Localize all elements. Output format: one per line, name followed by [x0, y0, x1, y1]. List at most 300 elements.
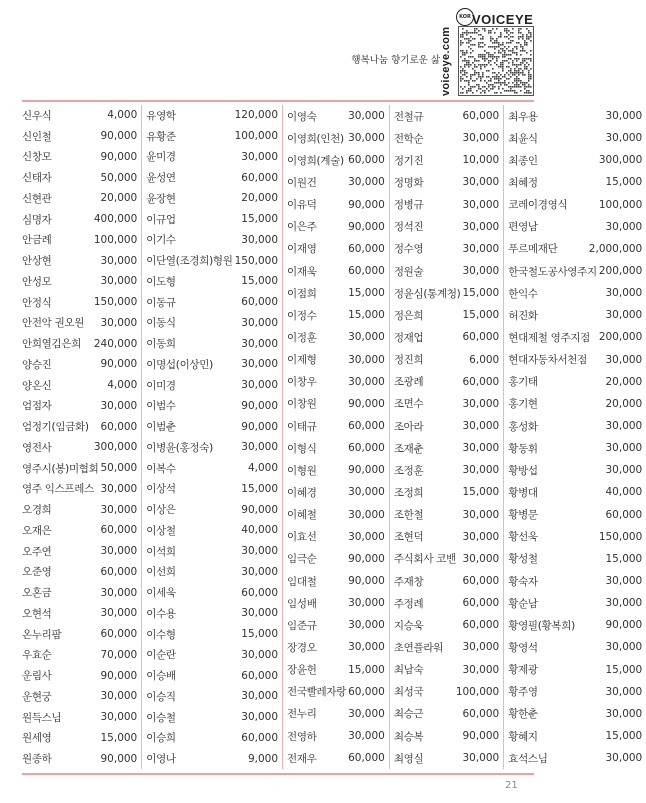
donation-amount: 15,000 [348, 663, 385, 676]
donor-row [394, 304, 499, 326]
donor-row [146, 728, 278, 749]
donation-amount: 30,000 [100, 545, 138, 558]
donor-row [508, 548, 642, 570]
donor-row [394, 459, 499, 481]
donation-amount: 30,000 [605, 309, 643, 322]
donor-name: 최승복 [393, 730, 424, 743]
donor-row [146, 541, 278, 562]
donor-name: 주정례 [393, 597, 424, 610]
donation-amount: 30,000 [462, 242, 500, 255]
donor-row [508, 592, 642, 614]
donation-amount: 60,000 [348, 265, 385, 278]
donor-name: 황성철 [508, 553, 538, 566]
donor-name: 조재춘 [393, 442, 424, 455]
donation-amount: 90,000 [348, 464, 385, 477]
donor-row [22, 396, 137, 417]
donation-amount: 90,000 [241, 503, 279, 516]
donor-row [287, 570, 385, 592]
donation-amount: 30,000 [348, 730, 385, 742]
donor-name: 황주영 [508, 686, 538, 699]
donor-row [22, 562, 137, 583]
donation-amount: 60,000 [462, 331, 500, 344]
donor-row [146, 645, 278, 666]
donation-amount: 90,000 [348, 397, 385, 410]
donor-name: 이수형 [146, 628, 176, 641]
donor-row [394, 260, 499, 282]
donor-name: 정기진 [393, 154, 424, 167]
donor-row [146, 396, 278, 417]
donor-name: 임대철 [287, 575, 317, 588]
donor-row [146, 354, 278, 375]
donor-row [508, 194, 642, 216]
donor-name: 편영남 [508, 221, 538, 234]
donor-name: 양온신 [22, 379, 52, 392]
donor-row [22, 748, 137, 769]
donor-row [508, 171, 642, 193]
donor-name: 정원술 [393, 265, 424, 278]
donor-name: 지승욱 [393, 619, 424, 632]
donation-amount: 60,000 [348, 242, 385, 255]
donor-row [287, 747, 385, 769]
donor-name: 황혜지 [508, 730, 538, 743]
donation-amount: 30,000 [348, 619, 385, 632]
donor-name: 조현덕 [393, 531, 424, 544]
donor-row [394, 636, 499, 658]
donor-row [22, 167, 137, 188]
donor-row [394, 393, 499, 415]
donation-amount: 90,000 [348, 220, 385, 233]
donor-row [508, 481, 642, 503]
donation-amount: 90,000 [241, 399, 279, 412]
donation-amount: 30,000 [241, 150, 279, 163]
donor-row [146, 250, 278, 271]
donor-row [394, 127, 499, 149]
donor-name: 정병규 [393, 199, 424, 212]
donor-name: 전학순 [393, 132, 424, 145]
donation-amount: 400,000 [93, 213, 138, 226]
donor-name: 조아라 [393, 420, 424, 433]
donor-name: 이혜철 [287, 509, 317, 522]
donor-row [394, 105, 499, 127]
donor-row [508, 703, 642, 725]
donation-amount: 30,000 [241, 648, 279, 661]
donor-name: 이선희 [146, 566, 176, 579]
donor-row [508, 681, 642, 703]
donation-amount: 30,000 [348, 110, 385, 123]
donation-amount: 15,000 [605, 176, 643, 189]
donor-row [146, 458, 278, 479]
donor-row [508, 238, 642, 260]
donation-amount: 30,000 [241, 337, 279, 350]
donor-name: 이승희 [146, 732, 176, 745]
donation-amount: 15,000 [605, 552, 643, 565]
donor-name: 안희열김은희 [22, 338, 82, 351]
donor-name: 정명화 [393, 176, 424, 189]
donation-amount: 300,000 [598, 154, 643, 167]
donor-row [508, 393, 642, 415]
voiceye-url: voiceye.com [440, 26, 452, 96]
donor-name: 황병문 [508, 509, 538, 522]
donation-amount: 30,000 [241, 607, 279, 620]
donation-amount: 30,000 [462, 752, 500, 765]
page-number: 21 [505, 780, 518, 791]
donor-name: 조정훈 [393, 464, 424, 477]
donor-row [146, 603, 278, 624]
donor-row [22, 499, 137, 520]
donation-amount: 30,000 [241, 233, 279, 246]
donation-amount: 30,000 [100, 316, 138, 329]
donation-amount: 60,000 [100, 524, 138, 537]
donor-row [508, 725, 642, 747]
donor-row [146, 209, 278, 230]
donation-amount: 30,000 [462, 198, 500, 211]
donor-name: 코레이경영식 [508, 199, 568, 212]
donation-amount: 90,000 [100, 150, 138, 163]
donor-row [146, 126, 278, 147]
donor-name: 안성모 [22, 275, 52, 288]
donor-name: 온누리팜 [22, 628, 62, 641]
donation-amount: 30,000 [348, 176, 385, 189]
donation-amount: 30,000 [100, 690, 138, 703]
donor-name: 이상석 [146, 483, 176, 496]
donor-name: 안금례 [22, 234, 52, 247]
donation-amount: 20,000 [605, 397, 643, 410]
donor-name: 황동휘 [508, 442, 538, 455]
donation-amount: 30,000 [605, 442, 643, 455]
donor-name: 오준영 [22, 566, 52, 579]
donation-amount: 10,000 [462, 154, 500, 167]
donation-amount: 30,000 [462, 220, 500, 233]
donation-amount: 90,000 [241, 420, 279, 433]
donor-name: 초연플라워 [393, 641, 444, 654]
donor-name: 이범춘 [146, 421, 176, 434]
donation-amount: 30,000 [605, 575, 643, 588]
donor-name: 이승철 [146, 711, 176, 724]
donor-row [287, 171, 385, 193]
donor-row [287, 393, 385, 415]
donor-name: 홍기현 [508, 398, 538, 411]
donor-row [22, 188, 137, 209]
donor-column-4 [389, 105, 503, 769]
donor-name: 조한철 [393, 509, 424, 522]
donor-row [287, 614, 385, 636]
donor-row [22, 728, 137, 749]
donor-row [22, 333, 137, 354]
donation-amount: 60,000 [462, 110, 500, 123]
donation-amount: 30,000 [462, 442, 500, 455]
donation-amount: 30,000 [462, 397, 500, 410]
donor-name: 전영하 [287, 730, 317, 743]
donor-name: 최종인 [508, 154, 538, 167]
donor-name: 안정식 [22, 296, 52, 309]
donor-row [508, 504, 642, 526]
donor-row [146, 375, 278, 396]
donor-row [287, 459, 385, 481]
donor-name: 이명섭(이상민) [146, 358, 213, 371]
donor-row [394, 171, 499, 193]
donation-amount: 15,000 [241, 213, 279, 226]
donation-amount: 30,000 [241, 711, 279, 724]
donation-amount: 30,000 [605, 110, 643, 123]
donation-amount: 6,000 [469, 353, 500, 366]
donation-amount: 30,000 [462, 552, 500, 565]
donor-name: 정은희 [393, 309, 424, 322]
donation-amount: 100,000 [455, 685, 500, 698]
donor-name: 영주 익스프레스 [22, 483, 94, 496]
donation-amount: 90,000 [100, 669, 138, 682]
donor-row [287, 127, 385, 149]
donation-amount: 30,000 [241, 545, 279, 558]
donor-row [146, 686, 278, 707]
donor-name: 이혜경 [287, 486, 317, 499]
donor-row [287, 216, 385, 238]
donor-name: 신인철 [22, 130, 52, 143]
donor-row [287, 282, 385, 304]
donor-row [287, 703, 385, 725]
donor-name: 오재은 [22, 524, 52, 537]
donation-amount: 60,000 [462, 575, 500, 588]
donation-amount: 30,000 [100, 275, 138, 288]
donation-amount: 30,000 [348, 508, 385, 521]
donor-name: 이도형 [146, 275, 176, 288]
donor-row [394, 703, 499, 725]
donor-row [22, 645, 137, 666]
donor-row [22, 582, 137, 603]
donor-row [287, 326, 385, 348]
donation-amount: 30,000 [462, 464, 500, 477]
donor-name: 이승직 [146, 690, 176, 703]
donor-row [22, 375, 137, 396]
donor-name: 신창모 [22, 151, 52, 164]
donor-name: 임준규 [287, 619, 317, 632]
donor-name: 윤미경 [146, 151, 176, 164]
donor-row [22, 292, 137, 313]
donation-amount: 30,000 [348, 641, 385, 654]
donation-amount: 15,000 [100, 731, 138, 744]
donor-row [146, 479, 278, 500]
donation-amount: 100,000 [234, 130, 279, 143]
donor-row [394, 238, 499, 260]
donor-name: 최영실 [393, 752, 424, 765]
donor-row [508, 282, 642, 304]
donation-amount: 90,000 [100, 752, 138, 765]
donor-name: 윤성연 [146, 172, 176, 185]
donor-name: 황한춘 [508, 708, 538, 721]
donor-row [508, 105, 642, 127]
donor-row [508, 260, 642, 282]
donor-name: 조면수 [393, 398, 424, 411]
donation-amount: 15,000 [348, 309, 385, 322]
donor-row [22, 147, 137, 168]
donor-row [394, 504, 499, 526]
donor-name: 오경희 [22, 504, 52, 517]
donor-row [508, 415, 642, 437]
donation-amount: 30,000 [605, 420, 643, 433]
donation-amount: 30,000 [605, 220, 643, 233]
donor-name: 유영학 [146, 109, 176, 122]
donation-amount: 60,000 [348, 154, 385, 167]
donor-name: 안전악 권오원 [22, 317, 85, 330]
donation-amount: 90,000 [348, 198, 385, 211]
donor-name: 이정훈 [287, 331, 317, 344]
donor-row [394, 481, 499, 503]
donor-row [22, 271, 137, 292]
donor-row [394, 526, 499, 548]
donor-row [394, 570, 499, 592]
donor-row [287, 371, 385, 393]
donor-row [22, 437, 137, 458]
donor-row [22, 209, 137, 230]
donation-amount: 30,000 [100, 482, 138, 495]
donor-name: 이미경 [146, 379, 176, 392]
donor-name: 영주시(봉)미협회 [22, 462, 99, 475]
donor-name: 장경오 [287, 641, 317, 654]
donor-row [146, 271, 278, 292]
donor-row [287, 681, 385, 703]
donor-row [394, 326, 499, 348]
donor-row [22, 665, 137, 686]
donation-amount: 15,000 [462, 309, 500, 322]
donation-amount: 15,000 [462, 287, 500, 300]
donor-name: 이동식 [146, 317, 176, 330]
donor-name: 조광례 [393, 376, 424, 389]
donor-row [508, 570, 642, 592]
donor-name: 이유덕 [287, 199, 317, 212]
donation-amount: 20,000 [241, 192, 279, 205]
donation-amount: 30,000 [462, 265, 500, 278]
donor-name: 정석진 [393, 221, 424, 234]
donor-name: 이영희(인천) [287, 132, 344, 145]
donor-name: 전재우 [287, 752, 317, 765]
donor-name: 정수영 [393, 243, 424, 256]
donor-column-5 [503, 105, 646, 769]
donor-row [146, 313, 278, 334]
donor-name: 오현석 [22, 607, 52, 620]
donor-row [508, 349, 642, 371]
donation-amount: 30,000 [348, 132, 385, 145]
donor-row [146, 147, 278, 168]
donor-name: 이영숙 [287, 110, 317, 123]
voiceye-code-icon [458, 26, 534, 96]
donor-name: 최성국 [393, 686, 424, 699]
donor-name: 최남숙 [393, 664, 424, 677]
donation-amount: 30,000 [100, 586, 138, 599]
donation-amount: 60,000 [462, 707, 500, 720]
donation-amount: 60,000 [241, 731, 279, 744]
donor-name: 이규업 [146, 213, 176, 226]
donation-amount: 150,000 [234, 254, 279, 267]
donor-row [146, 748, 278, 769]
donation-amount: 30,000 [462, 663, 500, 676]
donation-amount: 20,000 [605, 375, 643, 388]
donor-row [146, 437, 278, 458]
donation-amount: 60,000 [100, 420, 138, 433]
donation-amount: 30,000 [241, 690, 279, 703]
donation-amount: 30,000 [241, 316, 279, 329]
donor-column-3 [282, 105, 389, 769]
donor-row [146, 582, 278, 603]
donation-amount: 30,000 [348, 486, 385, 499]
donor-row [394, 415, 499, 437]
donor-row [22, 105, 137, 126]
donation-amount: 60,000 [462, 619, 500, 632]
donor-row [22, 624, 137, 645]
donation-amount: 60,000 [605, 508, 643, 521]
donor-row [287, 548, 385, 570]
donor-name: 허진화 [508, 309, 538, 322]
donation-amount: 60,000 [348, 420, 385, 433]
donation-amount: 120,000 [234, 109, 279, 122]
donor-row [287, 415, 385, 437]
donor-name: 최혜정 [508, 176, 538, 189]
donor-row [508, 459, 642, 481]
donor-name: 황영석 [508, 641, 538, 654]
donor-row [508, 636, 642, 658]
donor-name: 정윤심(통계청) [393, 287, 461, 300]
donation-amount: 30,000 [100, 711, 138, 724]
donor-name: 원종하 [22, 753, 52, 766]
donation-amount: 60,000 [100, 628, 138, 641]
donor-name: 이영나 [146, 753, 176, 766]
voiceye-logo: VOICEYE [472, 12, 534, 27]
donation-amount: 40,000 [605, 486, 643, 499]
donor-name: 이기수 [146, 234, 176, 247]
donor-name: 임극순 [287, 553, 317, 566]
donation-amount: 40,000 [241, 524, 279, 537]
donor-name: 영전사 [22, 441, 52, 454]
donation-amount: 90,000 [100, 130, 138, 143]
donor-name: 엄점자 [22, 400, 52, 413]
donor-name: 우효순 [22, 649, 52, 662]
donation-amount: 30,000 [100, 607, 138, 620]
donation-amount: 30,000 [348, 530, 385, 543]
donation-amount: 30,000 [605, 353, 643, 366]
donor-name: 이범수 [146, 400, 176, 413]
donation-amount: 15,000 [462, 486, 500, 499]
donation-amount: 30,000 [605, 752, 643, 765]
donor-name: 현대자동차서천점 [508, 354, 587, 367]
donor-name: 현대제철 영주지점 [508, 331, 591, 344]
donor-name: 최윤식 [508, 132, 538, 145]
donor-column-2 [141, 105, 282, 769]
donor-name: 이원건 [287, 176, 317, 189]
donor-name: 엄정기(임금화) [22, 421, 89, 434]
donor-row [508, 326, 642, 348]
donor-name: 이점희 [287, 287, 317, 300]
donor-row [22, 230, 137, 251]
donor-name: 유황준 [146, 130, 176, 143]
donor-row [287, 304, 385, 326]
donor-name: 전국빨레자랑 [287, 686, 347, 699]
donor-row [394, 371, 499, 393]
donor-row [508, 437, 642, 459]
donor-name: 이석희 [146, 545, 176, 558]
donation-amount: 30,000 [348, 707, 385, 720]
donation-amount: 300,000 [93, 441, 138, 454]
donation-amount: 15,000 [241, 482, 279, 495]
kor-badge-text: KOR [459, 14, 471, 20]
donation-amount: 4,000 [107, 109, 138, 122]
donor-name: 홍기태 [508, 376, 538, 389]
donation-amount: 90,000 [462, 730, 500, 742]
donor-name: 이창우 [287, 376, 317, 389]
donor-name: 황제광 [508, 664, 538, 677]
donation-amount: 30,000 [348, 597, 385, 610]
donor-name: 이창원 [287, 398, 317, 411]
donor-row [22, 520, 137, 541]
donor-row [508, 659, 642, 681]
donor-name: 이복수 [146, 462, 176, 475]
